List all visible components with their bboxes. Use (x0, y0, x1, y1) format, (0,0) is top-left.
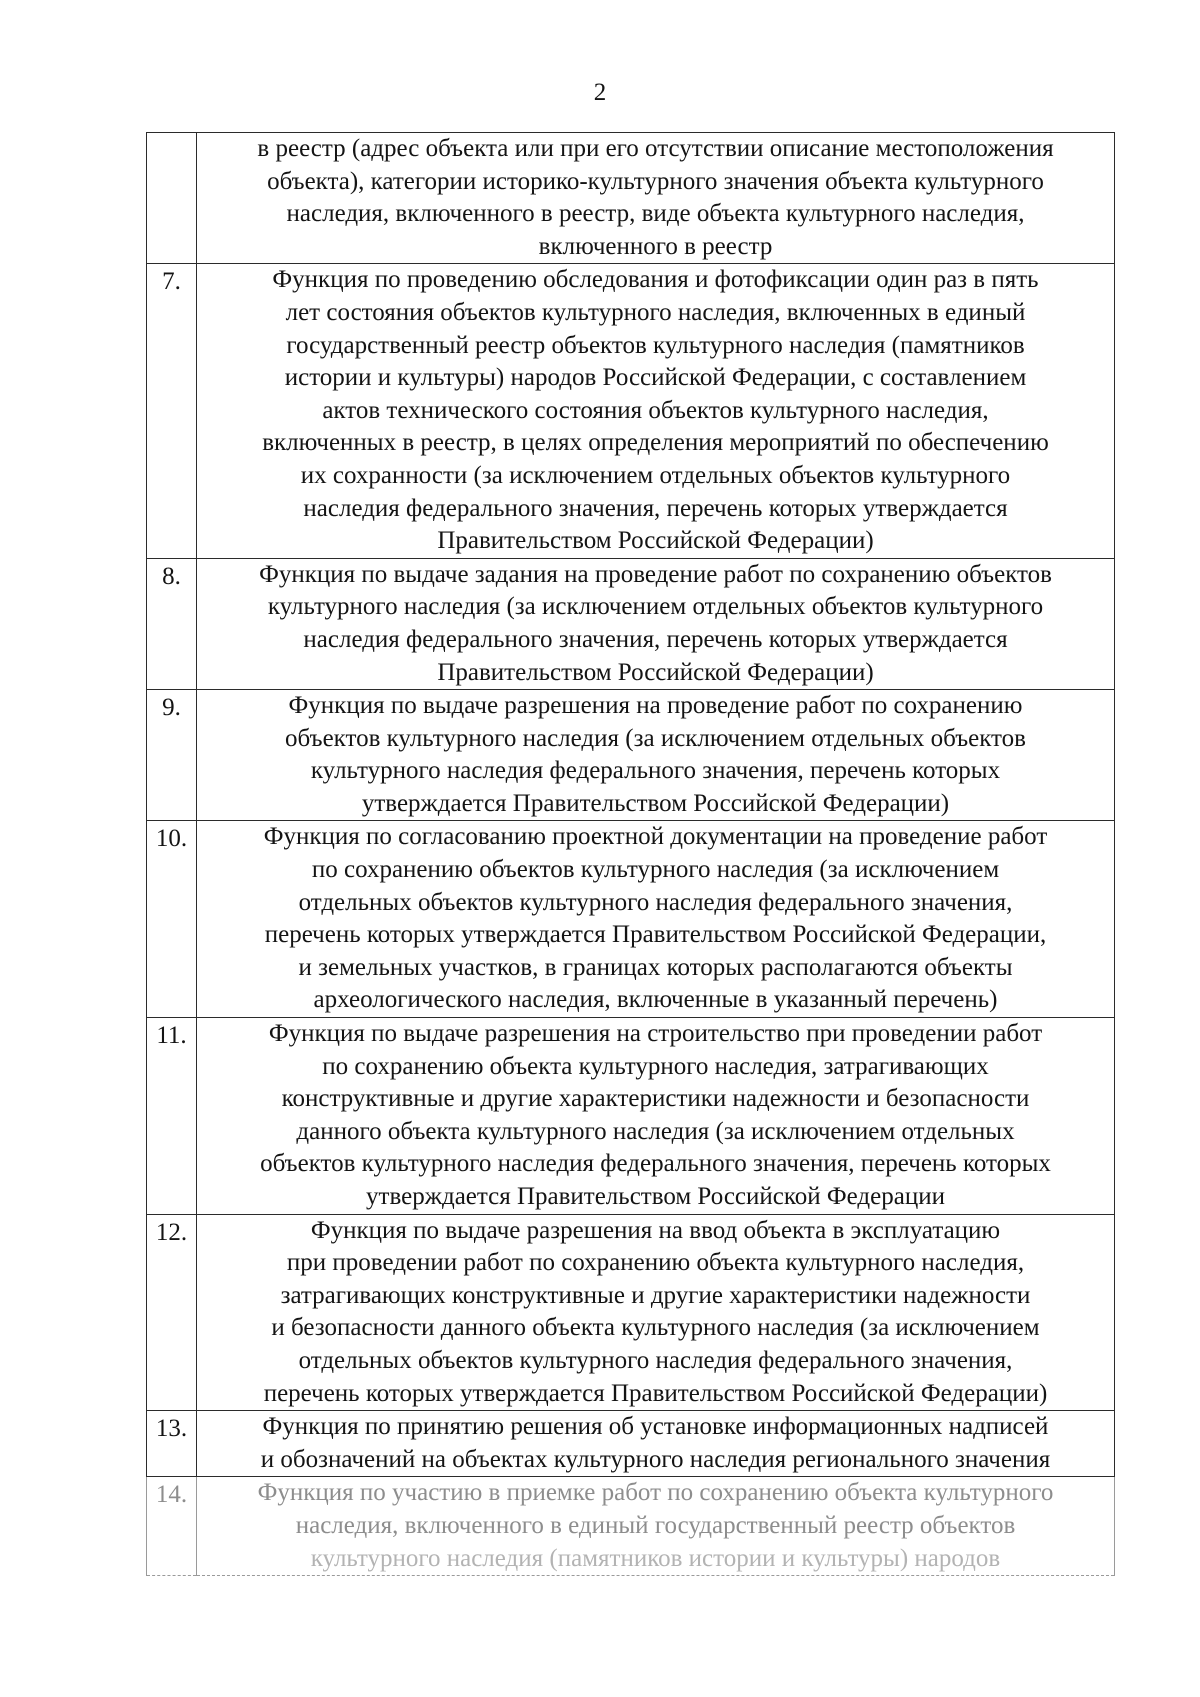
text-line: объекта), категории историко-культурного значения объекта культурного (267, 167, 1044, 195)
text-line: утверждается Правительством Российской Федерации (366, 1183, 945, 1210)
functions-table (146, 132, 1115, 1576)
text-line: Правительством Российской Федерации) (437, 658, 874, 686)
table-row (147, 1214, 1115, 1411)
text-line: данного объекта культурного наследия (за исключением отдельных (296, 1117, 1015, 1145)
text-line: Функция по согласованию проектной документации на проведение работ (263, 823, 1048, 851)
page-number: 2 (593, 79, 607, 106)
table-row (147, 1411, 1115, 1477)
text-line: по сохранению объектов культурного наследия (за исключением (311, 856, 1000, 884)
text-line: их сохранности (за исключением отдельных объектов культурного (300, 461, 1011, 489)
function-description (197, 1477, 1115, 1576)
text-line: наследия федерального значения, перечень которых утверждается (303, 494, 1008, 522)
text-line: государственный реестр объектов культурного наследия (памятников (286, 331, 1025, 359)
text-line: при проведении работ по сохранению объекта культурного наследия, (286, 1249, 1025, 1277)
text-line: включенного в реестр (538, 232, 773, 260)
text-line: Функция по выдаче разрешения на строительство при проведении работ (268, 1020, 1043, 1048)
text-line: актов технического состояния объектов культурного наследия, (322, 396, 989, 424)
table-row (147, 1477, 1115, 1576)
table-row (147, 1018, 1115, 1215)
function-description (197, 264, 1115, 558)
table-body (147, 133, 1115, 1576)
text-line: в реестр (адрес объекта или при его отсутствии описание местоположения (257, 135, 1054, 162)
text-line: перечень которых утверждается Правительством Российской Федерации, (264, 921, 1047, 949)
table-row (147, 558, 1115, 689)
text-line: и земельных участков, в границах которых располагаются объекты (298, 953, 1013, 981)
text-line: объектов культурного наследия (за исключением отдельных объектов (285, 724, 1026, 752)
row-number (147, 133, 197, 264)
text-line: Функция по участию в приемке работ по сохранению объекта культурного (257, 1479, 1054, 1507)
text-line: затрагивающих конструктивные и другие характеристики надежности (280, 1281, 1031, 1309)
text-line: Функция по выдаче задания на проведение работ по сохранению объектов (259, 560, 1052, 588)
text-line: Функция по проведению обследования и фотофиксации один раз в пять (272, 266, 1039, 294)
text-line: истории и культуры) народов Российской Федерации, с составлением (284, 364, 1027, 392)
function-description (197, 133, 1115, 264)
text-line: наследия, включенного в единый государственный реестр объектов (295, 1511, 1016, 1539)
text-line: Функция по выдаче разрешения на ввод объекта в эксплуатацию (310, 1216, 1001, 1244)
text-line: культурного наследия федерального значения, перечень которых (310, 757, 1001, 785)
function-description (197, 1214, 1115, 1411)
row-number: 7. (147, 264, 197, 558)
text-line: отдельных объектов культурного наследия федерального значения, (298, 1346, 1013, 1374)
text-line: наследия федерального значения, перечень которых утверждается (303, 625, 1008, 653)
row-number: 12. (147, 1214, 197, 1411)
text-line: Функция по выдаче разрешения на проведение работ по сохранению (288, 692, 1023, 720)
table-row (147, 821, 1115, 1018)
text-line: конструктивные и другие характеристики надежности и безопасности (281, 1085, 1030, 1113)
function-description (197, 1018, 1115, 1215)
function-description (197, 690, 1115, 821)
text-line: Функция по принятию решения об установке информационных надписей (262, 1413, 1049, 1441)
text-line: объектов культурного наследия федерального значения, перечень которых (260, 1150, 1051, 1178)
text-line: перечень которых утверждается Правительством Российской Федерации) (263, 1379, 1048, 1407)
function-description (197, 1411, 1115, 1477)
row-number: 10. (147, 821, 197, 1018)
function-description (197, 821, 1115, 1018)
table-row (147, 690, 1115, 821)
table-row (147, 133, 1115, 264)
function-description (197, 558, 1115, 689)
row-number: 13. (147, 1411, 197, 1477)
text-line: по сохранению объекта культурного наследия, затрагивающих (322, 1052, 989, 1080)
text-line: культурного наследия (памятников истории и культуры) народов (310, 1544, 1001, 1572)
text-line: утверждается Правительством Российской Федерации) (361, 789, 950, 817)
table-row (147, 264, 1115, 558)
text-line: и безопасности данного объекта культурного наследия (за исключением (271, 1314, 1040, 1342)
text-line: лет состояния объектов культурного наследия, включенных в единый (285, 298, 1026, 326)
row-number: 14. (147, 1477, 197, 1576)
text-line: и обозначений на объектах культурного наследия регионального значения (260, 1445, 1051, 1473)
row-number: 9. (147, 690, 197, 821)
text-line: Правительством Российской Федерации) (437, 527, 874, 555)
text-line: культурного наследия (за исключением отдельных объектов культурного (267, 593, 1044, 621)
text-line: археологического наследия, включенные в указанный перечень) (313, 986, 998, 1014)
text-line: наследия, включенного в реестр, виде объекта культурного наследия, (286, 200, 1025, 228)
text-line: включенных в реестр, в целях определения мероприятий по обеспечению (262, 429, 1049, 457)
row-number: 8. (147, 558, 197, 689)
text-line: отдельных объектов культурного наследия федерального значения, (298, 888, 1013, 916)
row-number: 11. (147, 1018, 197, 1215)
